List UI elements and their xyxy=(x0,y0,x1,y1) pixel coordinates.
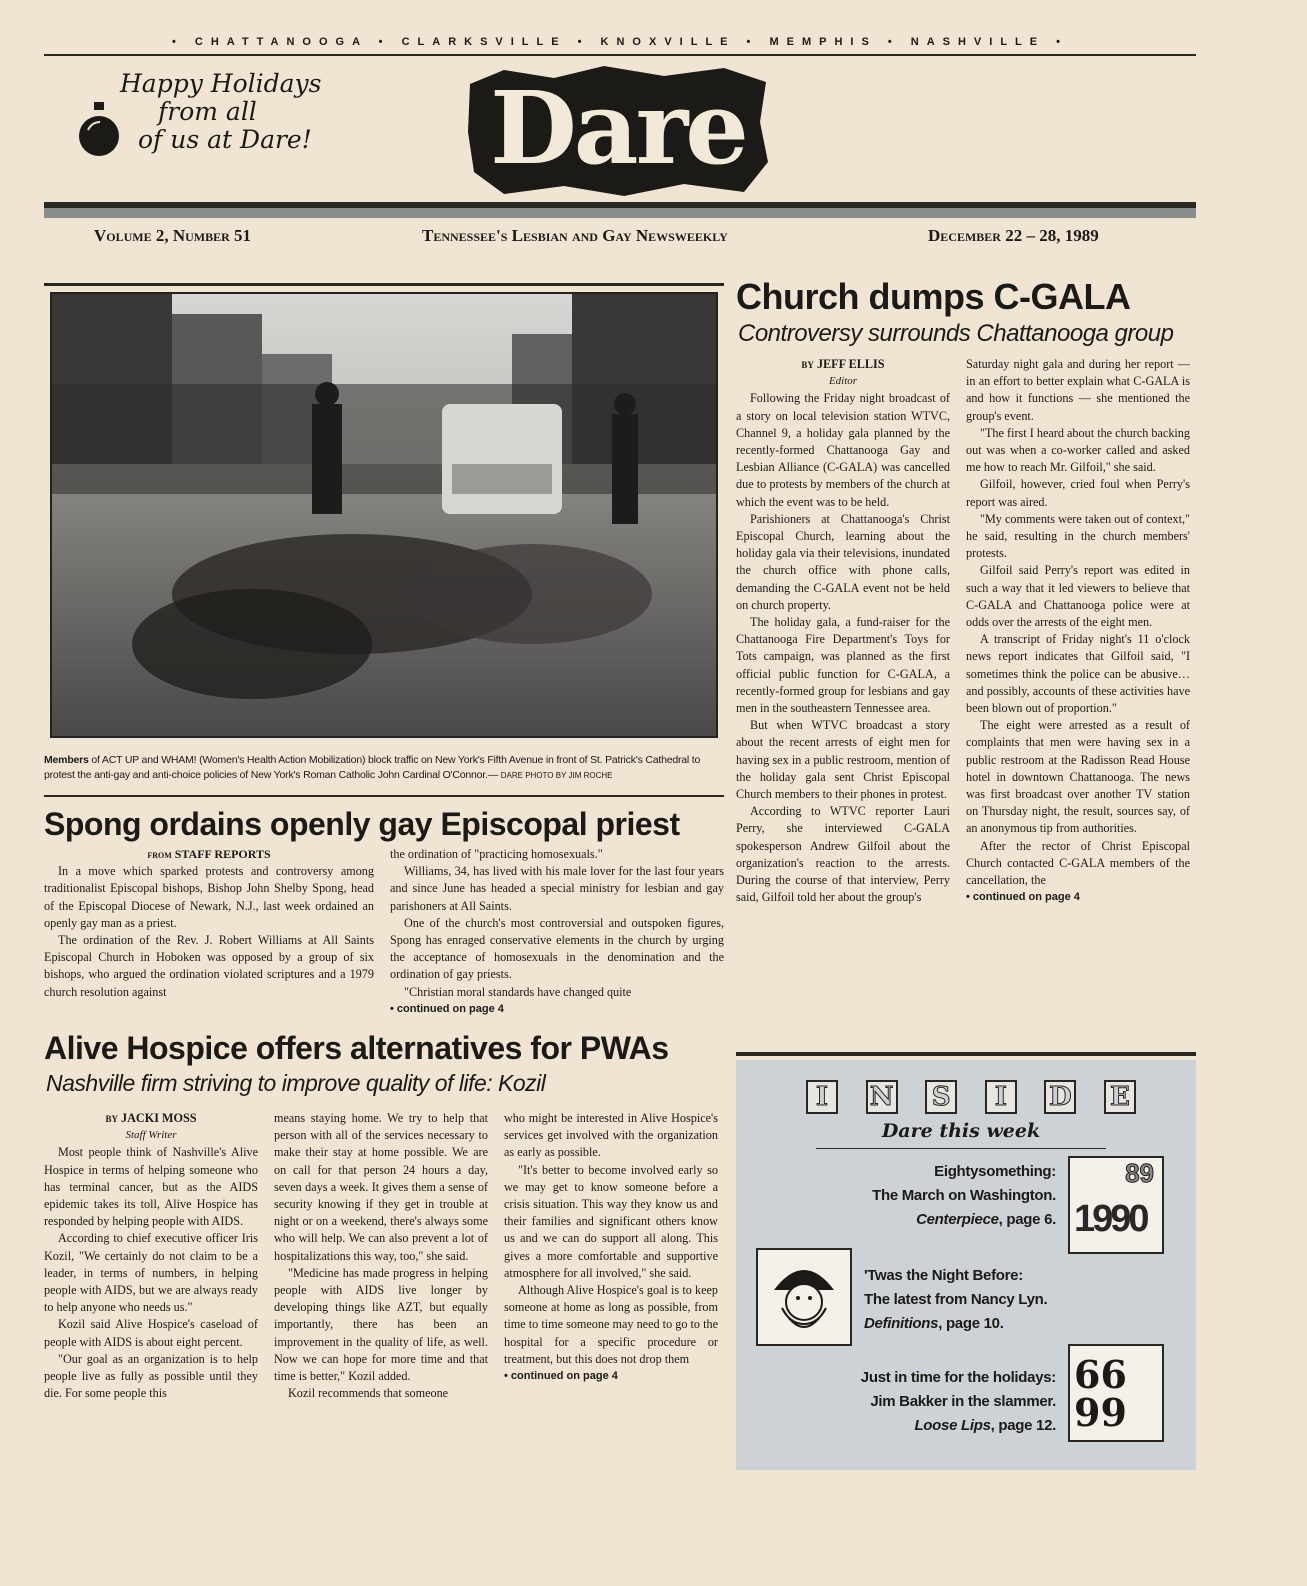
church-paragraph: The holiday gala, a fund-raiser for the Chattanooga Fire Department's Toys for Tots campaign, was planned as the first official public function for C-GALA, a recently-formed group for lesbians and gay men in the southeastern Tennessee area. xyxy=(736,615,950,716)
church-paragraph: Parishioners at Chattanooga's Christ Episcopal Church, learning about the holiday gala via their televisions, inundated the church office with phone calls, demanding the C-GALA event not be held on church property. xyxy=(736,511,950,612)
church-paragraph: Gilfoil, however, cried foul when Perry's report was aired. xyxy=(966,477,1190,509)
hospice-paragraph: who might be interested in Alive Hospice's services get involved with the organization as early as possible. xyxy=(504,1111,718,1160)
inside-item-definitions[interactable] xyxy=(864,1264,1164,1336)
inside-letter: S xyxy=(925,1080,957,1114)
hospice-headline: Alive Hospice offers alternatives for PWAs xyxy=(44,1030,669,1066)
hospice-byline: by JACKI MOSS xyxy=(105,1111,197,1125)
church-paragraph: Gilfoil said Perry's report was edited in such a way that it led viewers to believe that C-GALA and Chattanooga police were at odds over the arrests of the eight men. xyxy=(966,563,1190,630)
photo-rule xyxy=(44,283,724,286)
inside-item-line: 'Twas the Night Before: xyxy=(864,1267,1023,1284)
thumb-1990-text: 1990 xyxy=(1074,1198,1147,1240)
inside-item-centerpiece[interactable] xyxy=(816,1160,1056,1232)
city-list: • CHATTANOOGA • CLARKSVILLE • KNOXVILLE • MEMPHIS • NASHVILLE • xyxy=(44,30,1196,56)
inside-item-page: , page 10. xyxy=(938,1315,1004,1332)
dare-logo xyxy=(464,62,772,200)
church-byline: by JEFF ELLIS xyxy=(801,357,885,371)
photo-caption xyxy=(44,753,724,783)
hospice-paragraph: Kozil said Alive Hospice's caseload of people with AIDS is about eight percent. xyxy=(44,1317,258,1349)
hospice-continued-link[interactable]: • continued on page 4 xyxy=(504,1370,618,1383)
spong-column-2 xyxy=(390,846,724,1018)
spong-column-1 xyxy=(44,846,374,1001)
spong-paragraph: One of the church's most controversial and outspoken figures, Spong has enraged conservative elements in the church by urging the acceptance of homosexuals in the denomination and the ordination of gay priests. xyxy=(390,915,724,982)
hospice-paragraph: means staying home. We try to help that person with all of the services necessary to make their stay at home possible. We are on call for that person 24 hours a day, seven days a week. It gives them a sense of security knowing if they get in trouble at night or on a weekend, there's always some who will help. We can also prevent a lot of hospitalizations this way, too," she said. xyxy=(274,1111,488,1263)
santa-thumb xyxy=(756,1248,852,1346)
holiday-greeting xyxy=(76,70,366,190)
hospice-deck: Nashville firm striving to improve quality of life: Kozil xyxy=(46,1070,546,1096)
hospice-paragraph: Although Alive Hospice's goal is to keep someone at home as long as possible, from time to time someone may need to go to the hospital for a specific procedure or treatment, but this does not drop them xyxy=(504,1283,718,1366)
issue-date: December 22 – 28, 1989 xyxy=(928,226,1099,245)
hospice-column-2 xyxy=(274,1110,488,1402)
inside-item-line: Just in time for the holidays: xyxy=(860,1369,1056,1386)
inside-item-page: , page 6. xyxy=(998,1211,1056,1228)
greeting-line-1: Happy Holidays xyxy=(120,69,322,98)
hospice-paragraph: "Medicine has made progress in helping people with AIDS live longer by developing things like AZT, but equally importantly, there has been an improvement in the quality of life, as well. Now we can hope for more time and that time is better," Kozil added. xyxy=(274,1265,488,1384)
inside-item-section: Definitions xyxy=(864,1315,939,1332)
inside-item-loose-lips[interactable] xyxy=(802,1366,1056,1438)
tagline: Tennessee's Lesbian and Gay Newsweekly xyxy=(422,226,728,245)
church-column-2 xyxy=(966,356,1190,907)
church-headline: Church dumps C-GALA xyxy=(736,276,1131,317)
church-paragraph: "The first I heard about the church backing out was when a co-worker called and asked me how to reach Mr. Gilfoil," she said. xyxy=(966,425,1190,475)
hospice-paragraph: Most people think of Nashville's Alive Hospice in terms of helping someone who has terminal cancer, but as the AIDS epidemic takes its toll, Alive Hospice has responded by helping people with AIDS. xyxy=(44,1145,258,1229)
spong-paragraph: "Christian moral standards have changed quite xyxy=(404,984,632,999)
church-paragraph: Following the Friday night broadcast of a story on local television station WTVC, Channel 9, a holiday gala planned by the recently-formed Chattanooga Gay and Lesbian Alliance (C-GALA) was cancelled due to protests by members of the church at which the event was to be held. xyxy=(736,391,950,509)
hospice-column-3 xyxy=(504,1110,718,1385)
church-paragraph: A transcript of Friday night's 11 o'clock news report indicates that Gilfoil said, "I sometimes think the police can be abusive…and possibly, accounts of these activities have been blown out of proportion." xyxy=(966,632,1190,716)
greeting-line-2: from all xyxy=(158,97,257,126)
hospice-byline-role: Staff Writer xyxy=(125,1129,177,1142)
inside-item-line: Jim Bakker in the slammer. xyxy=(870,1393,1056,1410)
spong-paragraph: The ordination of the Rev. J. Robert Williams at All Saints Episcopal Church in Hoboken was opposed by a group of six bishops, who argued the ordination violated scriptures and a 1979 church resolution against xyxy=(44,933,374,999)
spong-continued-link[interactable]: • continued on page 4 xyxy=(390,1002,504,1015)
inside-letter: I xyxy=(806,1080,838,1114)
caption-rule xyxy=(44,795,724,797)
ornament-icon xyxy=(76,100,126,160)
hospice-paragraph: According to chief executive officer Iris Kozil, "We certainly do not claim to be a leader, in terms of numbers, in helping people with AIDS, but we are always ready to help anyone who needs us." xyxy=(44,1231,258,1315)
thumb-1990 xyxy=(1068,1156,1164,1254)
church-byline-role: Editor xyxy=(828,375,858,388)
hospice-column-1 xyxy=(44,1110,258,1402)
spong-byline: from STAFF REPORTS xyxy=(147,847,271,861)
inside-item-section: Loose Lips xyxy=(914,1417,991,1434)
inside-item-page: , page 12. xyxy=(990,1417,1056,1434)
spong-paragraph: In a move which sparked protests and controversy among traditionalist Episcopal bishops, Bishop John Shelby Spong, head of the Episcopal Diocese of Newark, N.J., last week ordained an openly gay man as a priest. xyxy=(44,864,374,930)
caption-lead: Members xyxy=(44,754,89,766)
church-continued-link[interactable]: • continued on page 4 xyxy=(966,891,1080,904)
inside-item-line: The latest from Nancy Lyn. xyxy=(864,1291,1048,1308)
quote-thumb xyxy=(1068,1344,1164,1442)
church-paragraph: After the rector of Christ Episcopal Church contacted C-GALA members of the cancellation, the xyxy=(966,838,1190,888)
inside-item-section: Centerpiece xyxy=(916,1211,999,1228)
church-column-1 xyxy=(736,356,950,907)
inside-letter: I xyxy=(985,1080,1017,1114)
inside-letter: E xyxy=(1104,1080,1136,1114)
hospice-paragraph: "Our goal as an organization is to help people live as fully as possible until they die. For some people this xyxy=(44,1351,258,1401)
church-paragraph: The eight were arrested as a result of complaints that men were having sex in a public restroom at the Radisson Read House hotel in downtown Chattanooga. The news was first broadcast over another TV station on Thursday night, the result, sources say, of an anonymous tip from authorities. xyxy=(966,718,1190,836)
inside-rule xyxy=(736,1052,1196,1056)
caption-text: of ACT UP and WHAM! (Women's Health Action Mobilization) block traffic on New York's Fifth Avenue in front of St. Patrick's Cathedral to protest the anti-gay and anti-choice policies of New York's Roman Catholic John Cardinal O'Connor.— xyxy=(44,754,701,781)
protest-photo-image xyxy=(52,294,718,738)
inside-title xyxy=(806,1080,1136,1114)
inside-subtitle: Dare this week xyxy=(816,1120,1106,1149)
protest-photo xyxy=(50,292,718,738)
hospice-paragraph: "It's better to become involved early so we may get to know someone before a crisis situation. This way they know us and their families and significant others know us and we can do support all along. This gives a more comfortable and supportive atmosphere for all involved," she said. xyxy=(504,1162,718,1280)
inside-letter: N xyxy=(866,1080,898,1114)
hospice-paragraph: Kozil recommends that someone xyxy=(288,1386,449,1401)
issue-info xyxy=(44,222,1196,252)
inside-item-line: Eightysomething: xyxy=(934,1163,1056,1180)
photo-credit: DARE PHOTO BY JIM ROCHE xyxy=(500,771,613,780)
thumb-1990-top: 89 xyxy=(1125,1158,1154,1188)
church-paragraph: But when WTVC broadcast a story about the recent arrests of eight men for having sex in a public restroom, mention of the holiday gala sent Christ Episcopal Church members to their phones in protest. xyxy=(736,718,950,802)
inside-box xyxy=(736,1060,1196,1470)
church-paragraph: "My comments were taken out of context," he said, resulting in the church members' protests. xyxy=(966,511,1190,561)
quote-marks-icon: 66 99 xyxy=(1074,1352,1127,1435)
logo-text: Dare xyxy=(490,69,746,187)
inside-letter: D xyxy=(1044,1080,1076,1114)
spong-headline: Spong ordains openly gay Episcopal priest xyxy=(44,806,680,842)
church-deck: Controversy surrounds Chattanooga group xyxy=(738,320,1174,347)
greeting-line-3: of us at Dare! xyxy=(138,125,312,154)
inside-item-line: The March on Washington. xyxy=(872,1187,1056,1204)
church-paragraph: According to WTVC reporter Lauri Perry, she interviewed C-GALA spokesperson Andrew Gilfoil about the organization's reaction to the arrests. During the course of that interview, Perry said, Gilfoil told her about the group's xyxy=(736,804,950,905)
spong-paragraph: the ordination of "practicing homosexuals." xyxy=(390,847,603,861)
volume-number: Volume 2, Number 51 xyxy=(94,226,252,245)
santa-icon xyxy=(758,1250,850,1344)
church-paragraph: Saturday night gala and during her report — in an effort to better explain what C-GALA is and how it functions — she mentioned the group's event. xyxy=(966,357,1190,423)
spong-paragraph: Williams, 34, has lived with his male lover for the last four years and since June has headed a special ministry for lesbian and gay parishoners at All Saints. xyxy=(390,864,724,913)
masthead-band xyxy=(44,208,1196,218)
